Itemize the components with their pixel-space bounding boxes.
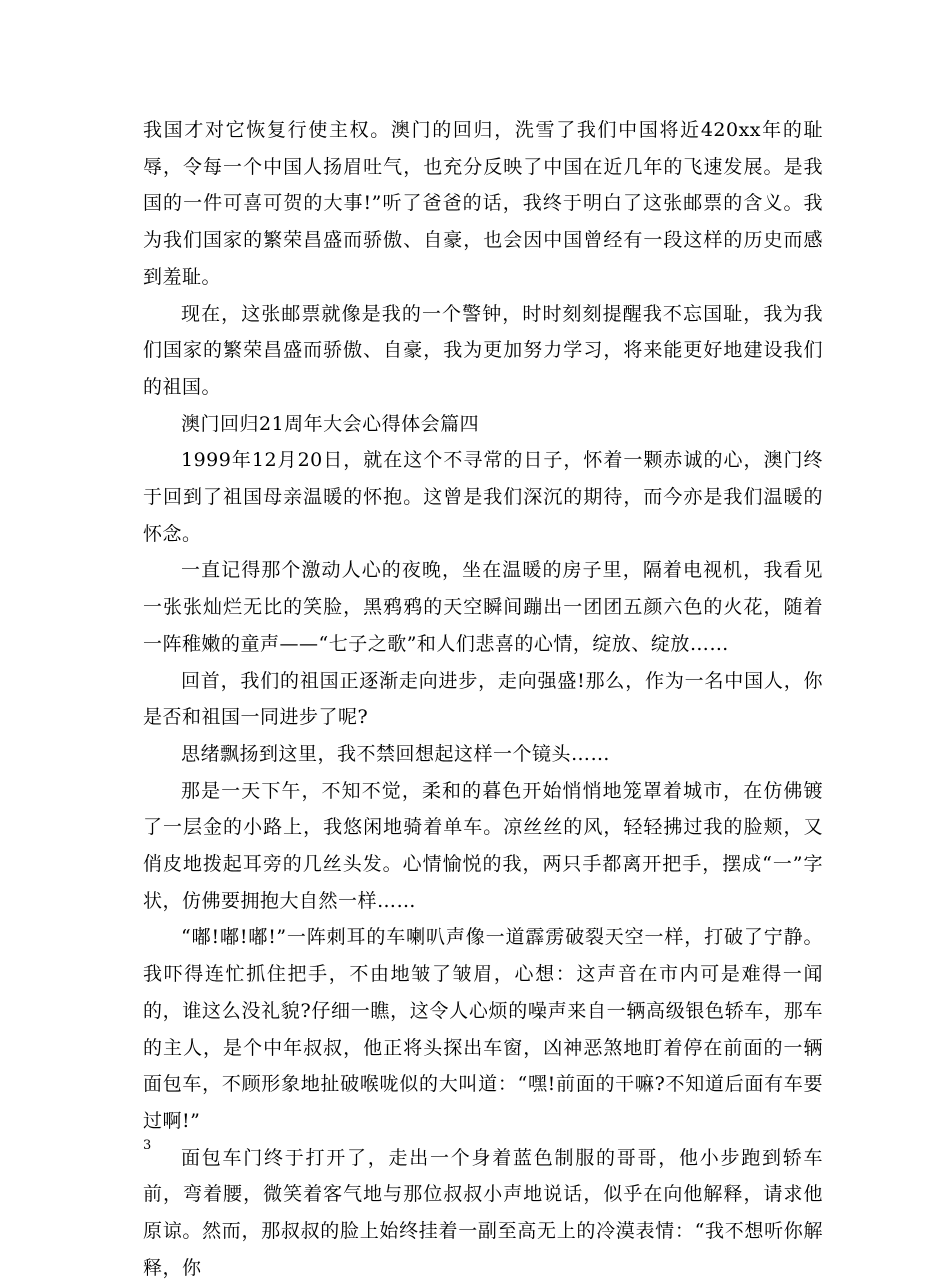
section-heading: 澳门回归21周年大会心得体会篇四 xyxy=(181,412,480,435)
document-body xyxy=(143,112,823,1287)
paragraph: “嘟!嘟!嘟!”一阵刺耳的车喇叭声像一道霹雳破裂天空一样，打破了宁静。我吓得连忙抓住把手，不由地皱了皱眉，心想：这声音在市内可是难得一闻的，谁这么没礼貌?仔细一瞧，这令人心烦的噪声来自一辆高级银色轿车，那车的主人，是个中年叔叔，他正将头探出车窗，凶神恶煞地盯着停在前面的一辆面包车，不顾形象地扯破喉咙似的大叫道：“嘿!前面的干嘛?不知道后面有车要过啊!” xyxy=(143,926,823,1132)
paragraph: 我国才对它恢复行使主权。澳门的回归，洗雪了我们中国将近420xx年的耻辱，令每一个中国人扬眉吐气，也充分反映了中国在近几年的飞速发展。是我国的一件可喜可贺的大事!”听了爸爸的话，我终于明白了这张邮票的含义。我为我们国家的繁荣昌盛而骄傲、自豪，也会因中国曾经有一段这样的历史而感到羞耻。 xyxy=(143,119,823,288)
paragraph: 现在，这张邮票就像是我的一个警钟，时时刻刻提醒我不忘国耻，我为我们国家的繁荣昌盛而骄傲、自豪，我为更加努力学习，将来能更好地建设我们的祖国。 xyxy=(143,302,823,398)
paragraph: 一直记得那个激动人心的夜晚，坐在温暖的房子里，隔着电视机，我看见一张张灿烂无比的笑脸，黑鸦鸦的天空瞬间蹦出一团团五颜六色的火花，随着一阵稚嫩的童声——“七子之歌”和人们悲喜的心情，绽放、绽放…… xyxy=(143,559,823,655)
paragraph: 1999年12月20日，就在这个不寻常的日子，怀着一颗赤诚的心，澳门终于回到了祖国母亲温暖的怀抱。这曾是我们深沉的期待，而今亦是我们温暖的怀念。 xyxy=(143,449,823,545)
paragraph: 思绪飘扬到这里，我不禁回想起这样一个镜头…… xyxy=(181,742,611,765)
page-number: 3 xyxy=(143,1138,152,1153)
paragraph: 那是一天下午，不知不觉，柔和的暮色开始悄悄地笼罩着城市，在仿佛镀了一层金的小路上，我悠闲地骑着单车。凉丝丝的风，轻轻拂过我的脸颊，又俏皮地拨起耳旁的几丝头发。心情愉悦的我，两只手都离开把手，摆成“一”字状，仿佛要拥抱大自然一样…… xyxy=(143,779,823,912)
paragraph: 面包车门终于打开了，走出一个身着蓝色制服的哥哥，他小步跑到轿车前，弯着腰，微笑着客气地与那位叔叔小声地说话，似乎在向他解释，请求他原谅。然而，那叔叔的脸上始终挂着一副至高无上的冷漠表情：“我不想听你解释，你 xyxy=(143,1146,823,1279)
paragraph: 回首，我们的祖国正逐渐走向进步，走向强盛!那么，作为一名中国人，你是否和祖国一同进步了呢? xyxy=(143,669,823,729)
